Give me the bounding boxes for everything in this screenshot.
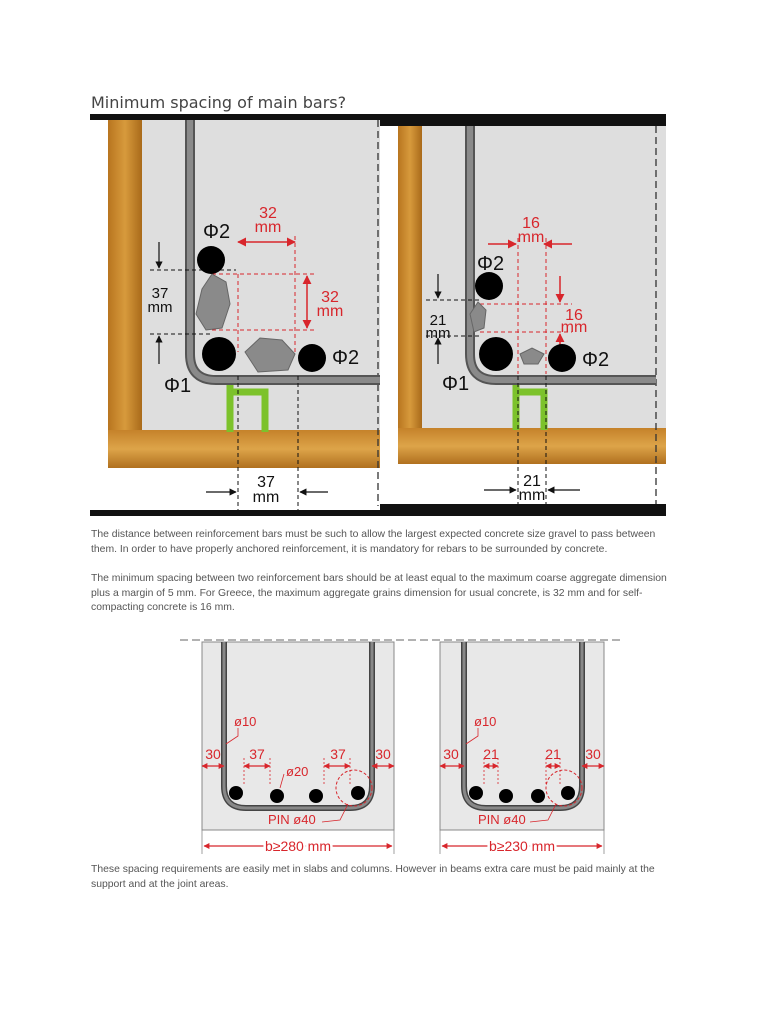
label-bottom: 21 (523, 473, 541, 490)
bar-phi2 (197, 246, 225, 274)
bar (351, 786, 365, 800)
label-unit: mm (518, 487, 546, 504)
label-bar-diameter: ø20 (286, 764, 309, 779)
label-stirrup-diameter: ø10 (234, 714, 257, 729)
bar (499, 789, 513, 803)
label-vertical: 37 (151, 285, 169, 302)
label-spacing: 37 (330, 746, 346, 762)
label-vertical: 21 (429, 312, 447, 329)
section-b280 (202, 642, 394, 854)
label-unit: mm (425, 325, 451, 342)
label-pin: PIN ø40 (478, 812, 526, 827)
label-phi2: Φ2 (332, 347, 360, 369)
bar (309, 789, 323, 803)
label-spacing: 37 (249, 746, 265, 762)
label-cover: 30 (585, 746, 601, 762)
bar-phi2 (548, 344, 576, 372)
paragraph: The distance between reinforcement bars must be such to allow the largest expected concrete size gravel to pass between them. In order to have properly anchored reinforcement, it is mandatory for rebars to be surrounded by concrete. (91, 529, 656, 555)
label-phi1: Φ1 (164, 375, 192, 397)
label-width: b≥230 mm (488, 838, 556, 854)
bar-phi1 (479, 337, 513, 371)
section-b230 (440, 642, 604, 854)
label-phi2: Φ2 (582, 349, 610, 371)
label-stirrup-diameter: ø10 (474, 714, 497, 729)
label-phi1: Φ1 (442, 373, 470, 395)
label-cover: 30 (443, 746, 459, 762)
page-title: Minimum spacing of main bars? (91, 93, 347, 112)
paragraph: The minimum spacing between two reinforcement bars should be at least equal to the maximum coarse aggregate dimension plus a margin of 5 mm. For Greece, the maximum aggregate grains dimension for usual concrete, is 32 mm and for self-compacting concrete is 16 mm. (91, 573, 667, 613)
bar (531, 789, 545, 803)
formwork-bottom (108, 430, 380, 468)
beam-section-figure (176, 636, 628, 860)
label-phi2: Φ2 (477, 253, 505, 275)
label-spacing-right: 32 (321, 289, 339, 306)
label-width: b≥280 mm (264, 838, 332, 854)
label-cover: 30 (375, 746, 391, 762)
label-spacing-right: 16 (565, 307, 583, 324)
label-cover: 30 (205, 746, 221, 762)
label-spacing: 21 (483, 746, 499, 762)
bar (561, 786, 575, 800)
label-phi2: Φ2 (203, 221, 231, 243)
label-unit: mm (517, 229, 545, 246)
label-unit: mm (560, 319, 588, 336)
label-bottom: 37 (257, 474, 275, 491)
label-unit: mm (254, 219, 282, 236)
label-spacing: 21 (545, 746, 561, 762)
label-pin: PIN ø40 (268, 812, 316, 827)
panel-right-gravel-16mm (380, 114, 666, 516)
panel-left-gravel-32mm (90, 114, 380, 516)
bar-phi2 (475, 272, 503, 300)
formwork-side (108, 120, 142, 430)
label-unit: mm (252, 489, 280, 506)
bar-phi2 (298, 344, 326, 372)
bar-phi1 (202, 337, 236, 371)
bar (469, 786, 483, 800)
label-spacing: 32 (259, 205, 277, 222)
formwork-bottom (398, 428, 666, 464)
label-spacing: 16 (522, 215, 540, 232)
spacing-figure-top (90, 114, 666, 516)
bar (229, 786, 243, 800)
formwork-side (398, 126, 422, 430)
label-unit: mm (147, 299, 173, 316)
paragraph: These spacing requirements are easily met in slabs and columns. However in beams extra care must be paid mainly at the support and at the joint areas. (91, 864, 655, 890)
bar (270, 789, 284, 803)
label-unit: mm (316, 303, 344, 320)
